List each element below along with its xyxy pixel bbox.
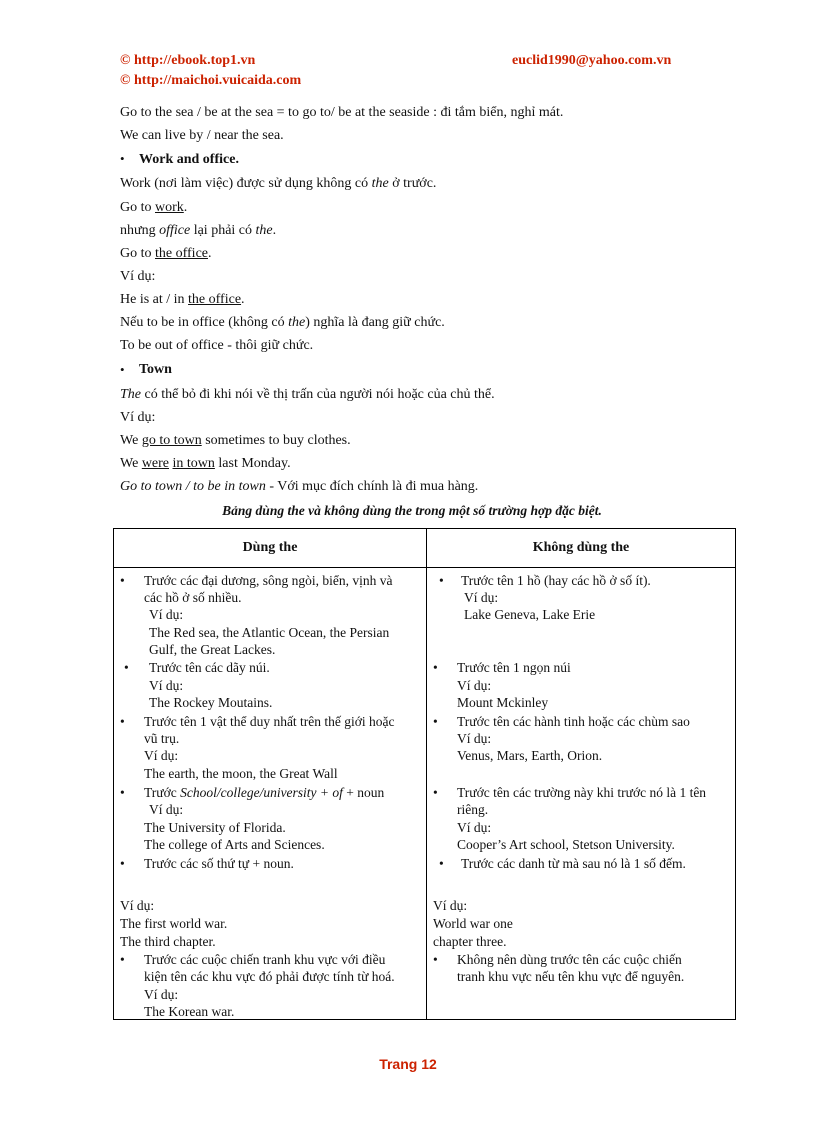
- list-item: Trước tên các trường này khi trước nó là 1 tên: [457, 785, 707, 800]
- list-item: tranh khu vực nếu tên khu vực để nguyên.: [457, 969, 685, 984]
- text-line: nhưng office lại phải có the.: [120, 223, 277, 238]
- example-text: chapter three.: [433, 934, 507, 949]
- usage-table: [113, 528, 736, 1020]
- text-line: Go to the office.: [120, 246, 212, 261]
- example-label: Ví dụ:: [457, 731, 492, 746]
- text-line: He is at / in the office.: [120, 292, 245, 307]
- example-label: Ví dụ:: [144, 748, 179, 763]
- example-label: Ví dụ:: [144, 987, 179, 1002]
- text-line: Go to the sea / be at the sea = to go to/ be at the seaside : đi tắm biển, nghỉ mát.: [120, 105, 564, 120]
- bullet-icon: •: [120, 151, 125, 166]
- bullet-icon: •: [433, 952, 438, 967]
- text-line: Nếu to be in office (không có the) nghĩa là đang giữ chức.: [120, 315, 445, 330]
- example-text: The University of Florida.: [144, 820, 286, 835]
- text-line: Ví dụ:: [120, 410, 156, 425]
- bullet-icon: •: [439, 573, 444, 588]
- example-text: Cooper’s Art school, Stetson University.: [457, 837, 675, 852]
- table-cell-no-the: [427, 568, 736, 1020]
- text-line: Work (nơi làm việc) được sử dụng không có the ở trước.: [120, 176, 437, 191]
- example-label: Ví dụ:: [464, 590, 499, 605]
- bullet-icon: •: [433, 785, 438, 800]
- list-item: Trước các số thứ tự + noun.: [144, 856, 294, 871]
- column-header-use-the: Dùng the: [114, 529, 427, 568]
- bullet-icon: •: [120, 952, 125, 967]
- example-text: The college of Arts and Sciences.: [144, 837, 325, 852]
- text-line: We can live by / near the sea.: [120, 128, 284, 143]
- list-item: Trước School/college/university + of + noun: [144, 785, 385, 800]
- page-number: Trang 12: [379, 1056, 437, 1072]
- bullet-icon: •: [124, 660, 129, 675]
- bullet-icon: •: [433, 660, 438, 675]
- column-header-no-the: Không dùng the: [427, 529, 736, 568]
- text-line: Ví dụ:: [120, 269, 156, 284]
- list-item: Trước tên 1 hồ (hay các hồ ở số ít).: [461, 573, 651, 588]
- bullet-icon: •: [120, 714, 125, 729]
- header-email[interactable]: euclid1990@yahoo.com.vn: [512, 53, 672, 68]
- example-text: The first world war.: [120, 916, 228, 931]
- bullet-icon: •: [439, 856, 444, 871]
- list-item: Trước các danh từ mà sau nó là 1 số đếm.: [461, 856, 686, 871]
- text-line: To be out of office - thôi giữ chức.: [120, 338, 314, 353]
- list-item: Trước tên các dãy núi.: [149, 660, 270, 675]
- example-label: Ví dụ:: [457, 820, 492, 835]
- example-text: Venus, Mars, Earth, Orion.: [457, 748, 603, 763]
- example-label: Ví dụ:: [149, 678, 184, 693]
- list-item: Trước tên các hành tinh hoặc các chùm sao: [457, 714, 690, 729]
- example-text: World war one: [433, 916, 513, 931]
- table-cell-use-the: [114, 568, 427, 1020]
- header-link-ebook[interactable]: © http://ebook.top1.vn: [120, 53, 256, 68]
- list-item: vũ trụ.: [144, 731, 180, 746]
- example-text: Gulf, the Great Lackes.: [149, 642, 276, 657]
- bullet-icon: •: [120, 856, 125, 871]
- section-heading-town: Town: [139, 362, 172, 377]
- header-link-maichoi[interactable]: © http://maichoi.vuicaida.com: [120, 73, 302, 88]
- text-line: We were in town last Monday.: [120, 456, 291, 471]
- text-line: Go to town / to be in town - Với mục đích chính là đi mua hàng.: [120, 479, 479, 494]
- text-line: Go to work.: [120, 200, 188, 215]
- example-text: Mount Mckinley: [457, 695, 549, 710]
- bullet-icon: •: [120, 362, 125, 377]
- example-label: Ví dụ:: [433, 898, 468, 913]
- list-item: kiện tên các khu vực đó phải được tính từ hoá.: [144, 969, 395, 984]
- example-label: Ví dụ:: [149, 802, 184, 817]
- bullet-icon: •: [120, 573, 125, 588]
- example-text: The earth, the moon, the Great Wall: [144, 766, 338, 781]
- bullet-icon: •: [433, 714, 438, 729]
- example-text: The Korean war.: [144, 1004, 235, 1019]
- list-item: riêng.: [457, 802, 489, 817]
- text-line: We go to town sometimes to buy clothes.: [120, 433, 351, 448]
- table-caption: Bảng dùng the và không dùng the trong một số trường hợp đặc biệt.: [222, 503, 602, 518]
- list-item: Trước các cuộc chiến tranh khu vực với điều: [144, 952, 386, 967]
- example-text: Lake Geneva, Lake Erie: [464, 607, 596, 622]
- text-line: The có thể bỏ đi khi nói về thị trấn của người nói hoặc của chủ thể.: [120, 387, 495, 402]
- section-heading-work: Work and office.: [139, 152, 239, 167]
- example-text: The Red sea, the Atlantic Ocean, the Persian: [149, 625, 390, 640]
- list-item: Trước các đại dương, sông ngòi, biển, vịnh và: [144, 573, 393, 588]
- example-text: The third chapter.: [120, 934, 216, 949]
- list-item: các hồ ở số nhiều.: [144, 590, 242, 605]
- list-item: Trước tên 1 ngọn núi: [457, 660, 571, 675]
- list-item: Trước tên 1 vật thể duy nhất trên thế giới hoặc: [144, 714, 395, 729]
- example-text: The Rockey Moutains.: [149, 695, 273, 710]
- example-label: Ví dụ:: [120, 898, 155, 913]
- list-item: Không nên dùng trước tên các cuộc chiến: [457, 952, 682, 967]
- example-label: Ví dụ:: [457, 678, 492, 693]
- example-label: Ví dụ:: [149, 607, 184, 622]
- bullet-icon: •: [120, 785, 125, 800]
